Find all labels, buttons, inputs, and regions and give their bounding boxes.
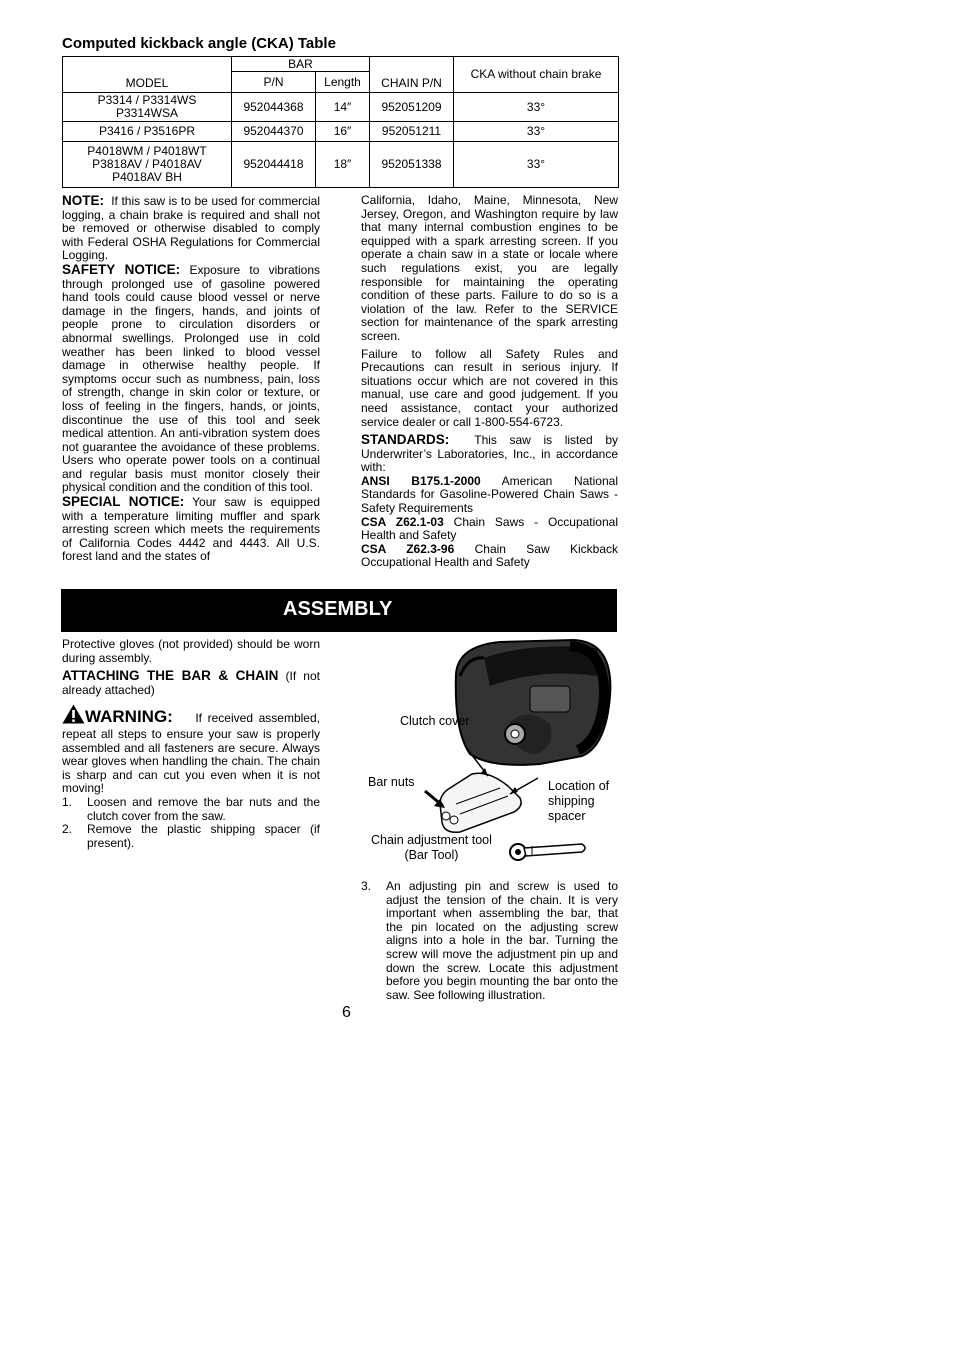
- warning-triangle-icon: [62, 704, 85, 728]
- banner-title: ASSEMBLY: [283, 598, 393, 620]
- list-item: 3. An adjusting pin and screw is used to adjust the tension of the chain. It is very important when assembling the bar, that the pin located on the adjusting screw aligns into a hole in the bar. Turning the screw will move the adjustment pin up and down the screw. Locate this adjustment before you begin mounting the bar onto the saw. See following illustration.: [361, 879, 618, 1002]
- section-banner: [61, 589, 617, 632]
- note-paragraph: [62, 194, 320, 263]
- list-item: 1. Loosen and remove the bar nuts and the clutch cover from the saw.: [62, 794, 320, 823]
- cell-cka: 33°: [454, 93, 619, 122]
- standard-item: CSA Z62.1-03 Chain Saws - Occupational Health and Safety: [361, 514, 618, 543]
- table-row: [63, 93, 619, 122]
- warning-text: If received assembled, repeat all steps to ensure your saw is properly assembled and all fasteners are secure. Always wear gloves when handling the chain. The chain is sharp and can cut you even when it is not moving!: [62, 711, 320, 796]
- cell-cka: 33°: [454, 122, 619, 142]
- attach-heading: ATTACHING THE BAR & CHAIN (If not already attached): [62, 668, 320, 697]
- cell-bar-pn: 952044370: [232, 122, 316, 142]
- cell-length: 18″: [316, 142, 370, 188]
- warning-paragraph: [62, 704, 320, 796]
- cka-table: [62, 56, 619, 188]
- standard-item: ANSI B175.1-2000 American National Standards for Gasoline-Powered Chain Saws - Safety Requirements: [361, 473, 618, 516]
- standards-text: This saw is listed by Underwriter’s Laboratories, Inc., in accordance with:: [361, 433, 618, 475]
- cell-cka: 33°: [454, 142, 619, 188]
- standard-code: CSA Z62.3-96: [361, 541, 455, 556]
- header-bar-pn: P/N: [232, 72, 316, 93]
- cell-chain-pn: 952051209: [370, 93, 454, 122]
- note-text: If this saw is to be used for commercial logging, a chain brake is required and shall not be removed or otherwise disabled to comply with Federal OSHA Regulations for Commercial Logging.: [62, 194, 320, 263]
- safety-text: Exposure to vibrations through prolonged use of gasoline powered hand tools could cause blood vessel or nerve damage in the fingers, hands, and joints of people prone to circulation disorders or abnormal swellings. Prolonged use in cold weather has been linked to blood vessel damage in otherwise healthy people. If symptoms occur such as numbness, pain, loss of strength, change in skin color or texture, or loss of feeling in the fingers, hands, or joints, discontinue the use of this tool and seek medical attention. An anti-vibration system does not guarantee the avoidance of these problems. Users who operate power tools on a continual and regular basis must monitor closely their physical condition and the condition of this tool.: [62, 262, 320, 495]
- bar-nuts-label: Bar nuts: [368, 775, 415, 789]
- special-text: Your saw is equipped with a temperature limiting muffler and spark arresting screen which meets the requirements of California Codes 4442 and 4443. All U.S. forest land and the states of: [62, 495, 321, 564]
- right-column: [361, 194, 618, 570]
- header-cka: CKA without chain brake: [454, 57, 619, 93]
- safety-lead: SAFETY NOTICE:: [62, 261, 181, 277]
- header-bar-group: BAR: [232, 57, 370, 72]
- safety-paragraph: [62, 263, 320, 495]
- cell-model: P3314 / P3314WS P3314WSA: [63, 93, 232, 122]
- clutch-cover-label: Clutch cover: [400, 714, 470, 728]
- steps-list: [62, 796, 320, 850]
- header-model: MODEL: [63, 57, 232, 93]
- page-number: 6: [342, 1004, 351, 1021]
- cell-chain-pn: 952051338: [370, 142, 454, 188]
- list-item: 2. Remove the plastic shipping spacer (if present).: [62, 822, 320, 850]
- special-lead: SPECIAL NOTICE:: [62, 494, 185, 510]
- standards-lead: STANDARDS:: [361, 432, 450, 448]
- header-length: Length: [316, 72, 370, 93]
- header-chain-pn: CHAIN P/N: [370, 57, 454, 93]
- note-lead: NOTE:: [62, 193, 104, 208]
- step3-block: [361, 880, 618, 1002]
- spark-paragraph: California, Idaho, Maine, Minnesota, New Jersey, Oregon, and Washington require by law that many internal combustion engines to be equipped with a spark arresting screen. If you operate a chain saw in a state or locale where such regulations exist, you are legally responsible for maintaining the operating condition of these parts. Failure to do so is a violation of the law. Refer to the SERVICE section for maintenance of the spark arresting screen.: [361, 193, 618, 343]
- table-title: Computed kickback angle (CKA) Table: [62, 35, 336, 52]
- cell-model: P4018WM / P4018WT P3818AV / P4018AV P4018AV BH: [63, 142, 232, 188]
- safety-rules-paragraph: Failure to follow all Safety Rules and Precautions can result in serious injury. If situations occur which are not covered in this manual, use care and good judgement. If you need assistance, contact your authorized service dealer or call 1-800-554-6723.: [361, 346, 618, 429]
- chain-tool-label: Chain adjustment tool (Bar Tool): [371, 833, 492, 862]
- cell-bar-pn: 952044368: [232, 93, 316, 122]
- standards-paragraph: [361, 433, 618, 475]
- cell-length: 16″: [316, 122, 370, 142]
- steps-list: [361, 880, 618, 1002]
- special-paragraph: [62, 495, 320, 564]
- cell-length: 14″: [316, 93, 370, 122]
- warning-lead: WARNING:: [85, 707, 173, 727]
- chainsaw-illustration: [360, 636, 620, 866]
- standard-code: ANSI B175.1-2000: [361, 473, 481, 488]
- table-row: [63, 142, 619, 188]
- cell-chain-pn: 952051211: [370, 122, 454, 142]
- intro-paragraph: Protective gloves (not provided) should be worn during assembly.: [62, 637, 320, 665]
- shipping-spacer-label: Location of shipping spacer: [548, 779, 610, 823]
- table-row: [63, 122, 619, 142]
- standard-item: CSA Z62.3-96 Chain Saw Kickback Occupational Health and Safety: [361, 541, 618, 570]
- standard-code: CSA Z62.1-03: [361, 514, 444, 529]
- saw-figure: [360, 636, 620, 866]
- assembly-column: [62, 638, 320, 850]
- cell-model: P3416 / P3516PR: [63, 122, 232, 142]
- cell-bar-pn: 952044418: [232, 142, 316, 188]
- left-column: [62, 194, 320, 564]
